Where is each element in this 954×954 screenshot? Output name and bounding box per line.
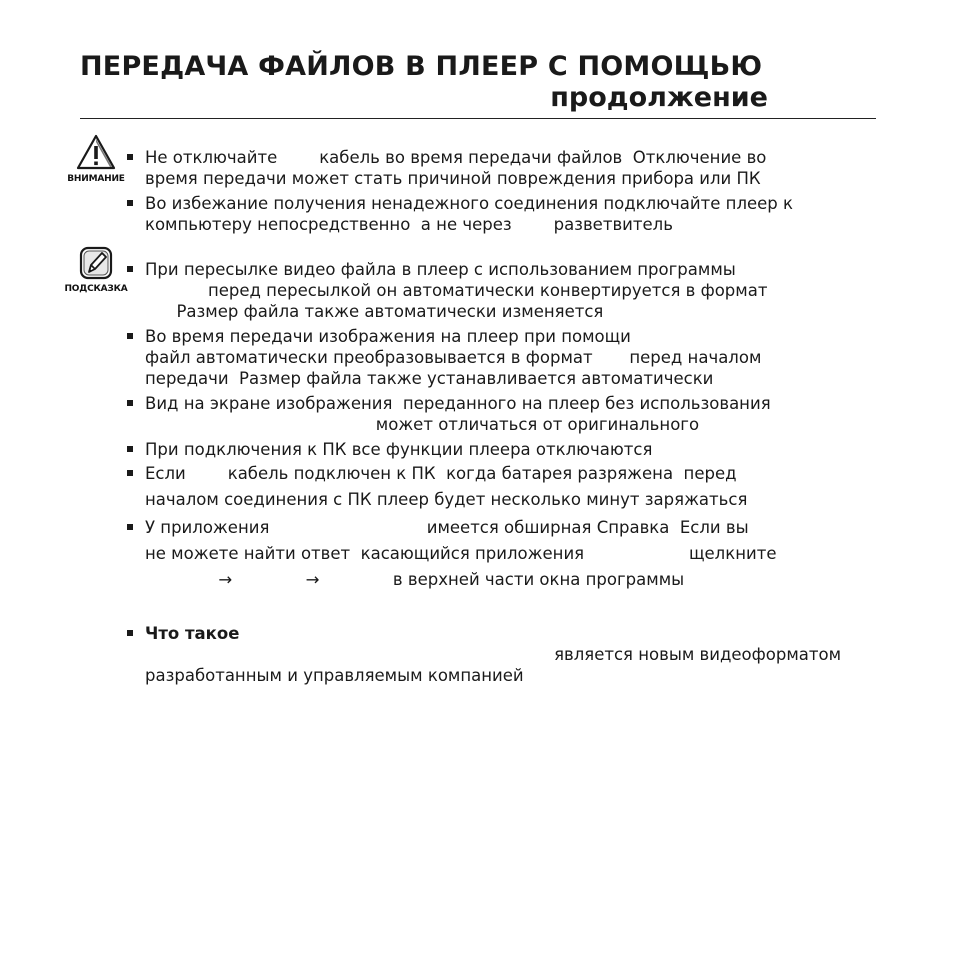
tip-bullet-help <box>127 515 867 593</box>
warning-caption: ВНИМАНИЕ <box>67 174 125 184</box>
bullet-line: Во время передачи изображения на плеер при помощи <box>145 327 631 346</box>
bullet-line: У приложения имеется обширная Справка Если вы <box>145 518 749 537</box>
bullet-line: → → в верхней части окна программы <box>145 570 685 589</box>
tip-note-icon <box>60 246 132 295</box>
bullet-line: компьютеру непосредственно а не через разветвитель <box>145 215 673 234</box>
bullet-line: При пересылке видео файла в плеер с использованием программы <box>145 260 736 279</box>
divx-info-bullet <box>127 623 867 686</box>
bullet-line: перед пересылкой он автоматически конвертируется в формат <box>145 281 768 300</box>
warning-bullet-cable <box>127 147 867 189</box>
tip-caption: ПОДСКАЗКА <box>64 284 128 294</box>
bullet-line: Не отключайте кабель во время передачи файлов Отключение во <box>145 148 767 167</box>
tip-bullet-battery <box>127 461 867 513</box>
tip-bullet-screen-view <box>127 393 867 435</box>
bullet-line: может отличаться от оригинального <box>145 415 700 434</box>
bullet-line: не можете найти ответ касающийся приложения щелкните <box>145 544 777 563</box>
pencil-note-icon <box>79 246 113 280</box>
bullet-line: началом соединения с ПК плеер будет несколько минут заряжаться <box>145 490 748 509</box>
bullet-line: является новым видеоформатом <box>145 645 842 664</box>
warning-note-icon <box>60 134 132 185</box>
tip-bullet-pc-connect <box>127 439 867 460</box>
tip-bullet-video <box>127 259 867 322</box>
bullet-line: Если кабель подключен к ПК когда батарея разряжена перед <box>145 464 737 483</box>
tip-bullet-image <box>127 326 867 389</box>
bullet-line: файл автоматически преобразовывается в формат перед началом <box>145 348 762 367</box>
bullet-line: время передачи может стать причиной повреждения прибора или ПК <box>145 169 761 188</box>
bullet-line: Вид на экране изображения переданного на плеер без использования <box>145 394 771 413</box>
divx-info-heading: Что такое <box>145 624 240 643</box>
warning-bullet-hub <box>127 193 867 235</box>
bullet-line: Во избежание получения ненадежного соединения подключайте плеер к <box>145 194 793 213</box>
bullet-line: Размер файла также автоматически изменяется <box>145 302 604 321</box>
bullet-line: При подключения к ПК все функции плеера отключаются <box>145 440 653 459</box>
page-title: ПЕРЕДАЧА ФАЙЛОВ В ПЛЕЕР С ПОМОЩЬЮ <box>80 51 763 82</box>
page-header <box>80 50 876 114</box>
header-divider <box>80 118 876 119</box>
page-subtitle: продолжение <box>550 82 768 113</box>
bullet-line: разработанным и управляемым компанией <box>145 666 524 685</box>
warning-triangle-icon <box>76 134 116 170</box>
bullet-line: передачи Размер файла также устанавливается автоматически <box>145 369 714 388</box>
